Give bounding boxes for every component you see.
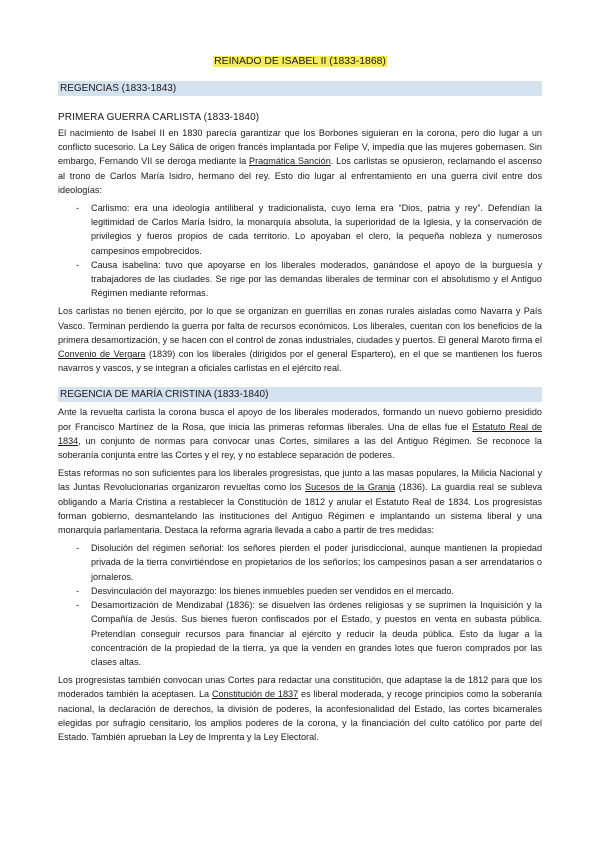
section-heading-regencias: REGENCIAS (1833-1843) [58,81,542,96]
document-title-text: REINADO DE ISABEL II (1833-1868) [214,56,386,67]
paragraph-war-outcome: Los carlistas no tienen ejército, por lo que se organizan en guerrillas en zonas rurales aisladas como Navarra y País Vasco. Terminan perdiendo la guerra por falta de recursos económicos. Los liberales, cuentan con los beneficios de la primera desamortización, y se hacen con el control de zonas industriales, ciudades y puertos. El general Maroto firma el Convenio de Vergara (1839) con los liberales (dirigidos por el general Espartero), en el que se mantienen los fueros navarros y vascos, y se integran a oficiales carlistas en el ejército real. [58,306,542,374]
constitucion-1837-link[interactable]: Constitución de 1837 [211,689,299,700]
estatuto-real-link[interactable]: Estatuto Real de 1834 [58,421,542,446]
pragmatica-sancion-link[interactable]: Pragmática Sanción [249,156,331,167]
paragraph-progressive-reforms: Estas reformas no son suficientes para los liberales progresistas, que junto a las masas populares, la Milicia Nacional y las Juntas Revolucionarias organizaron revueltas como los Sucesos de la Granja (1836). La guardia real se subleva obligando a María Cristina a restablecer la Constitución de 1812 y anular el Estatuto Real de 1834. Los progresistas forman gobierno, desmantelando las instituciones del Antiguo Régimen e implantando un sistema liberal y una monarquía parlamentaria. Destaca la reforma agraria llevada a cabo a partir de tres medidas: [58,468,543,536]
list-item: - Desamortización de Mendizabal (1836): se disuelven las órdenes religiosas y se suprimen la Inquisición y la Compañía de Jesús. Sus bienes fueron confiscados por el Estado, y puestos en venta en subasta pública. Pretendían conseguir recursos para financiar al ejército y reducir la deuda pública. Esto da lugar a la concentración de la propiedad de la tierra, ya que la venden en grandes lotes que fueron comprados por las clases altas. [76,600,542,667]
paragraph-succession: El nacimiento de Isabel II en 1830 parecía garantizar que los Borbones siguieran en la corona, pero dio lugar a un conflicto sucesorio. La Ley Sálica de origen francés implantada por Felipe V, impedía que las mujeres gobernasen. Sin embargo, Fernando VII se deroga mediante la Pragmática Sanción. Los carlistas se opusieron, reclamando el ascenso al trono de Carlos María Isidro, hermano del rey. Esto dio lugar al enfrentamiento en una guerra civil entre dos ideologías: [58,128,542,195]
sucesos-granja-link[interactable]: Sucesos de la Granja [305,482,396,493]
subsection-heading-primera-guerra-carlista: PRIMERA GUERRA CARLISTA (1833-1840) [58,112,260,123]
section-heading-regencia-maria-cristina: REGENCIA DE MARÍA CRISTINA (1833-1840) [58,387,542,402]
paragraph-estatuto-real: Ante la revuelta carlista la corona busca el apoyo de los liberales moderados, formando un nuevo gobierno presidido por Francisco Martínez de la Rosa, que inicia las primeras reformas liberales. Una de ellas fue el Estatuto Real de 1834, un conjunto de normas para convocar unas Cortes, similares a las del Antiguo Régimen. Se reconoce la soberanía conjunta entre las Cortes y el rey, y no establece separación de poderes. [58,407,542,461]
list-item: - Desvinculación del mayorazgo: los bienes inmuebles pueden ser vendidos en el mercado. [76,585,454,596]
agrarian-reform-list [58,541,542,669]
convenio-vergara-link[interactable]: Convenio de Vergara [58,349,146,360]
ideologies-list [58,201,542,300]
list-item: - Carlismo: era una ideología antiliberal y tradicionalista, cuyo lema era “Dios, patria y rey”. Defendían la legitimidad de Carlos María Isidro, la monarquía absoluta, la superioridad de la Iglesia, y la conservación de privilegios y fueros propios de cada territorio. Lo apoyaban el clero, la pequeña nobleza y numerosos campesinos empobrecidos. [76,203,542,256]
document-title [58,56,542,67]
list-item: - Causa isabelina: tuvo que apoyarse en los liberales moderados, ganándose el apoyo de la burguesía y trabajadores de las ciudades. Se rige por las demandas liberales de terminar con el absolutismo y el Antiguo Régimen mediante reformas. [76,259,542,299]
paragraph-constitution-1837: Los progresistas también convocan unas Cortes para redactar una constitución, que adaptase la de 1812 para que los moderados también la aceptasen. La Constitución de 1837 es liberal moderada, y recoge principios como la soberanía nacional, la declaración de derechos, la división de poderes, la aconfesionalidad del Estado, las cortes bicamerales elegidas por sufragio censitario, los amplios poderes de la corona, y la financiación del culto católico por parte del Estado. También aprueban la Ley de Imprenta y la Ley Electoral. [58,675,542,742]
list-item: - Disolución del régimen señorial: los señores pierden el poder jurisdiccional, aunque mantienen la propiedad privada de la tierra convirtiéndose en propietarios de los señoríos; los campesinos pasan a ser arrendatarios o jornaleros. [76,543,542,582]
